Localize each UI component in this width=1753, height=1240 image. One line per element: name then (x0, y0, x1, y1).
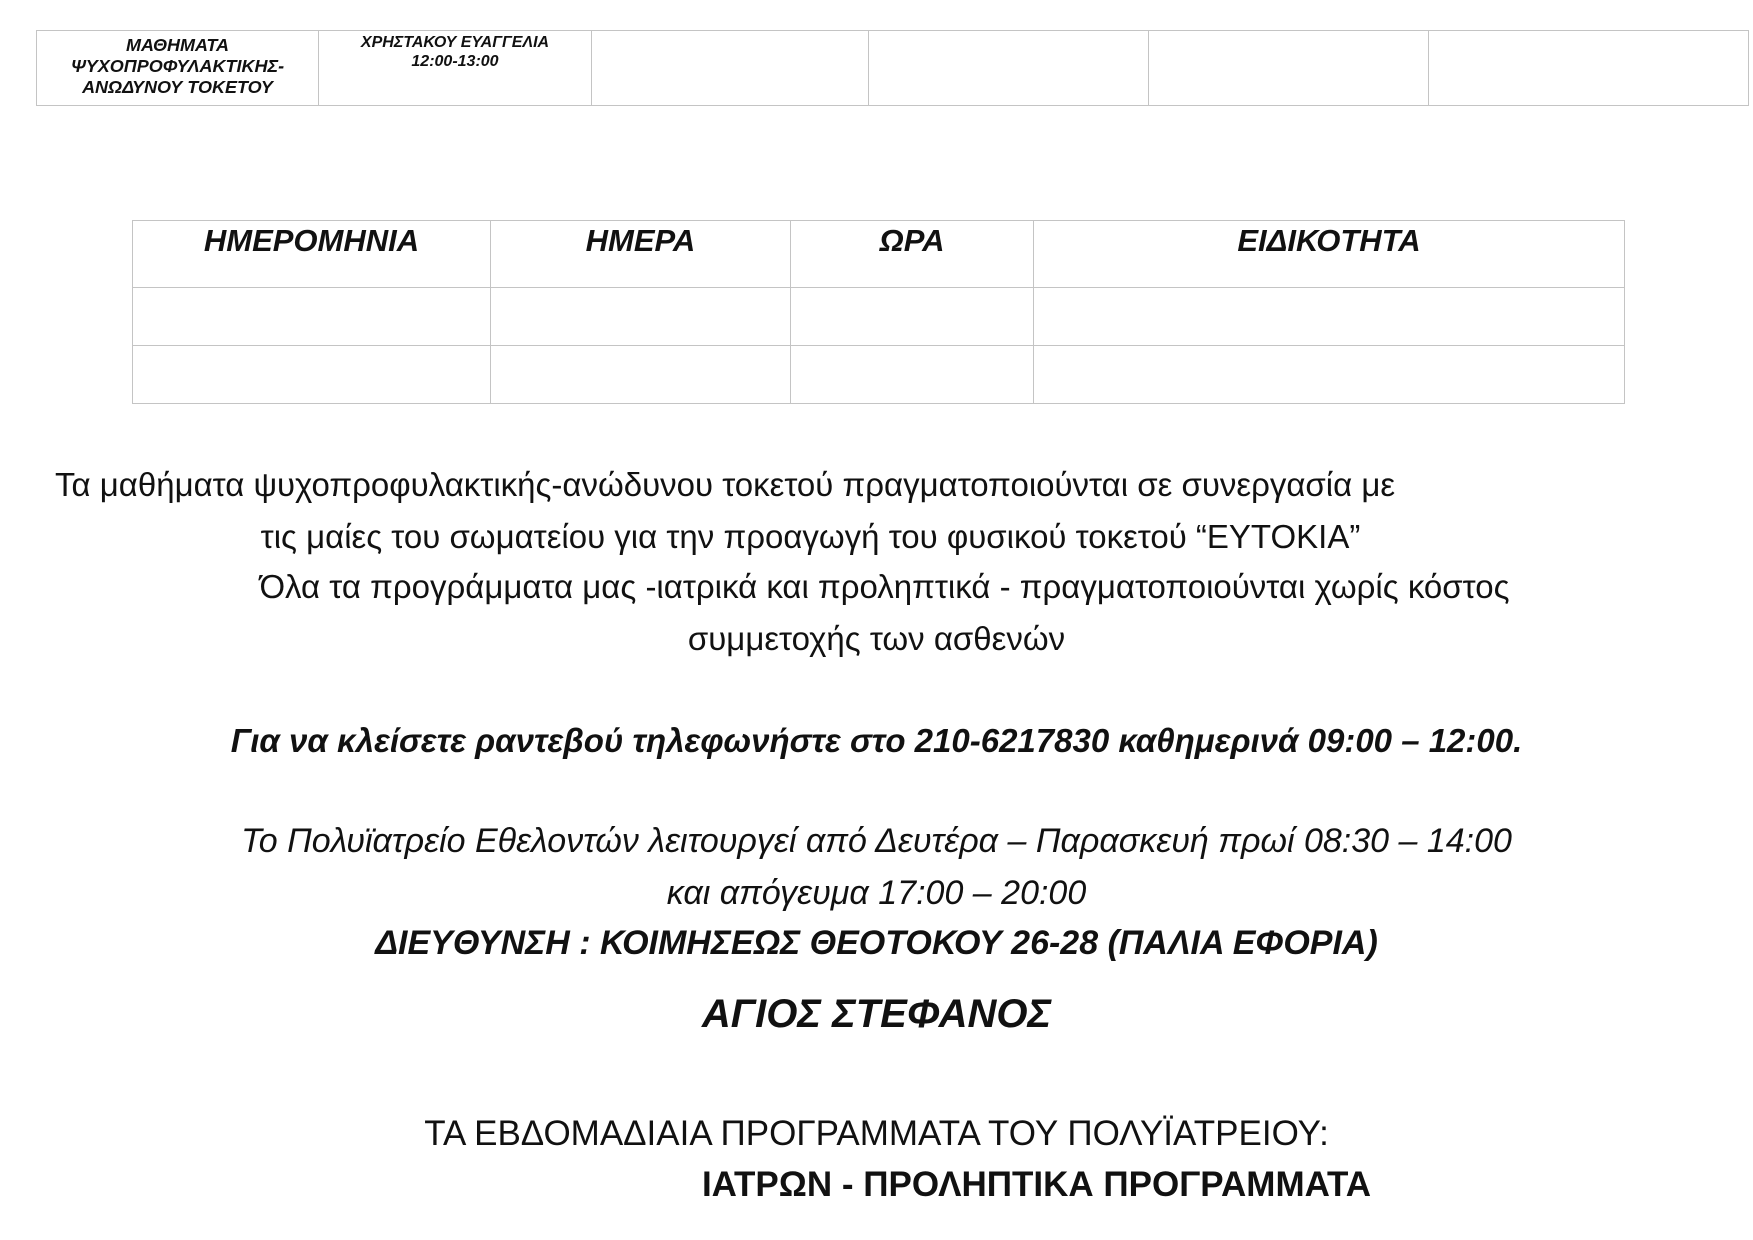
appointment-phone-text: Για να κλείσετε ραντεβού τηλεφωνήστε στο 210-6217830 καθημερινά 09:00 – 12:00. (230, 722, 1523, 759)
empty-cell (1149, 31, 1429, 106)
appointments-table (132, 220, 1625, 404)
empty-cell (491, 346, 791, 404)
empty-cell (1034, 288, 1625, 346)
free-programs-note-line: συμμετοχής των ασθενών (687, 620, 1066, 657)
instructor-cell (319, 31, 592, 106)
empty-cell (869, 31, 1149, 106)
empty-cell (133, 346, 491, 404)
location-title: ΑΓΙΟΣ ΣΤΕΦΑΝΟΣ (701, 992, 1052, 1036)
header-day: ΗΜΕΡΑ (491, 221, 791, 288)
table-row (133, 346, 1625, 404)
weekly-programs-title: ΤΑ ΕΒΔΟΜΑΔΙΑΙΑ ΠΡΟΓΡΑΜΜΑΤΑ ΤΟΥ ΠΟΛΥΪΑΤΡΕΙΟΥ: (424, 1114, 1329, 1153)
header-time: ΩΡΑ (791, 221, 1034, 288)
course-name-line: ΑΝΩΔΥΝΟΥ ΤΟΚΕΤΟΥ (82, 77, 273, 97)
course-time: 12:00-13:00 (411, 53, 499, 70)
table-header-row (133, 221, 1625, 288)
empty-cell (592, 31, 869, 106)
free-programs-note-line: Όλα τα προγράμματα μας -ιατρικά και προληπτικά - πραγματοποιούνται χωρίς κόστος (259, 568, 1510, 605)
empty-cell (791, 288, 1034, 346)
table-row (37, 31, 1749, 106)
course-name-line: ΜΑΘΗΜΑΤΑ (126, 35, 229, 55)
programs-subtitle: ΙΑΤΡΩΝ - ΠΡΟΛΗΠΤΙΚΑ ΠΡΟΓΡΑΜΜΑΤΑ (701, 1165, 1372, 1204)
empty-cell (491, 288, 791, 346)
header-date: ΗΜΕΡΟΜΗΝΙΑ (133, 221, 491, 288)
table-row (133, 288, 1625, 346)
empty-cell (1034, 346, 1625, 404)
opening-hours-line: Το Πολυϊατρείο Εθελοντών λειτουργεί από Δευτέρα – Παρασκευή πρωί 08:30 – 14:00 (241, 822, 1512, 860)
empty-cell (133, 288, 491, 346)
instructor-name: ΧΡΗΣΤΑΚΟΥ ΕΥΑΓΓΕΛΙΑ (360, 34, 550, 51)
course-schedule-table (36, 30, 1749, 106)
course-name-cell (37, 31, 319, 106)
collaboration-note-line: τις μαίες του σωματείου για την προαγωγή του φυσικού τοκετού “ΕΥΤΟΚΙΑ” (260, 518, 1361, 555)
empty-cell (1429, 31, 1749, 106)
address-text: ΔΙΕΥΘΥΝΣΗ : ΚΟΙΜΗΣΕΩΣ ΘΕΟΤΟΚΟΥ 26-28 (ΠΑΛΙΑ ΕΦΟΡΙΑ) (375, 924, 1378, 962)
course-name-line: ΨΥΧΟΠΡΟΦΥΛΑΚΤΙΚΗΣ- (70, 56, 285, 76)
header-specialty: ΕΙΔΙΚΟΤΗΤΑ (1034, 221, 1625, 288)
collaboration-note-line: Τα μαθήματα ψυχοπροφυλακτικής-ανώδυνου τοκετού πραγματοποιούνται σε συνεργασία με (55, 466, 1396, 503)
empty-cell (791, 346, 1034, 404)
opening-hours-line: και απόγευμα 17:00 – 20:00 (666, 874, 1087, 912)
